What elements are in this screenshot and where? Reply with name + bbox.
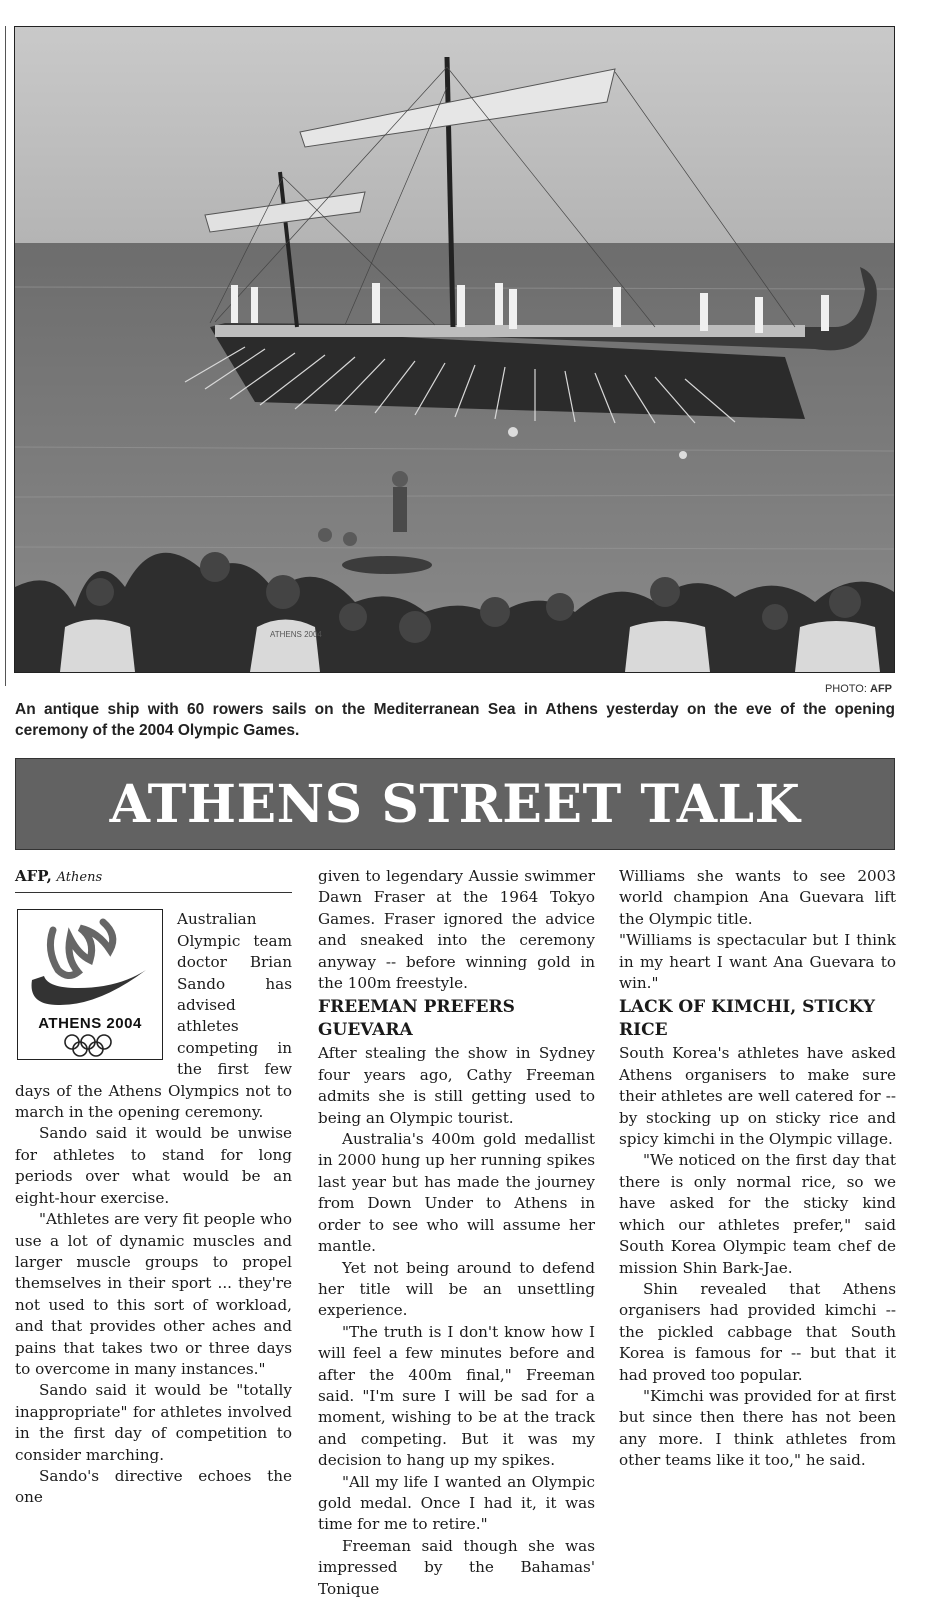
byline-rule: [15, 892, 292, 893]
photo-credit: [825, 683, 892, 695]
column-3: [619, 866, 896, 1472]
col3-paragraph: "Williams is spectacular but I think in my heart I want Ana Guevara to win.": [619, 931, 896, 993]
sky: [15, 27, 894, 245]
byline: [15, 866, 292, 888]
col2-paragraph: given to legendary Aussie swimmer Dawn Fraser at the 1964 Tokyo Games. Fraser ignored the advice and sneaked into the ceremony anyway -- before winning gold in the 100m freestyle.: [318, 867, 595, 993]
col3-paragraph: Shin revealed that Athens organisers had provided kimchi -- the pickled cabbage that South Korea is famous for -- but that it had proved too popular.: [619, 1279, 896, 1384]
col2-paragraph: Australia's 400m gold medallist in 2000 hung up her running spikes last year but has made the journey from Down Under to Athens in order to see who will assume her mantle.: [318, 1130, 595, 1256]
col2-paragraph: Yet not being around to defend her title will be an unsettling experience.: [318, 1258, 595, 1320]
col3-paragraph: "We noticed on the first day that there is only normal rice, so we have asked for the sticky kind which our athletes prefer," said South Korea Olympic team chef de mission Shin Bark-Jae.: [619, 1151, 896, 1277]
logo-text: ATHENS 2004: [38, 1015, 142, 1033]
col1-paragraph: Sando said it would be unwise for athletes to stand for long periods over what would be an eight-hour exercise.: [15, 1124, 292, 1207]
col1-paragraph: Sando's directive echoes the one: [15, 1466, 292, 1507]
credit-source: AFP: [870, 683, 892, 695]
shirt-print-text: ATHENS 2004: [270, 630, 322, 639]
left-margin-rule: [5, 26, 6, 686]
ship-photo: [14, 26, 895, 673]
column-2: [318, 866, 595, 1600]
olive-wreath-icon: [50, 922, 112, 976]
banner-title: ATHENS STREET TALK: [109, 773, 801, 835]
olympic-rings-icon: [65, 1035, 111, 1056]
col2-paragraph: "The truth is I don't know how I will feel a few minutes before and after the 400m final," Freeman said. "I'm sure I will be sad for a moment, wishing to be at the track and competing. But it was my decision to hang up my spikes.: [318, 1322, 595, 1470]
athens-2004-logo: [17, 909, 163, 1060]
subhead-freeman: FREEMAN PREFERS GUEVARA: [318, 997, 515, 1041]
col2-paragraph: After stealing the show in Sydney four years ago, Cathy Freeman admits she is still getting used to being an Olympic tourist.: [318, 1044, 595, 1127]
col3-paragraph: Williams she wants to see 2003 world champion Ana Guevara lift the Olympic title.: [619, 867, 896, 928]
photo-caption: An antique ship with 60 rowers sails on the Mediterranean Sea in Athens yesterday on the eve of the opening ceremony of the 2004 Olympic Games.: [15, 701, 895, 739]
col2-paragraph: "All my life I wanted an Olympic gold medal. Once I had it, it was time for me to retire.": [318, 1472, 595, 1534]
col1-paragraph: "Athletes are very fit people who use a lot of dynamic muscles and larger muscle groups to propel themselves in their sport ... they're not used to this sort of workload, and that provides other aches and pains that takes two or three days to overcome in many instances.": [15, 1210, 292, 1378]
subhead-kimchi: LACK OF KIMCHI, STICKY RICE: [619, 997, 875, 1041]
col1-paragraph: Sando said it would be "totally inappropriate" for athletes involved in the first day of competition to consider marching.: [15, 1381, 292, 1464]
byline-place: Athens: [56, 870, 103, 885]
column-1: [15, 866, 292, 1509]
credit-label: PHOTO:: [824, 683, 867, 695]
col2-paragraph: Freeman said though she was impressed by the Bahamas' Tonique: [318, 1536, 595, 1598]
col3-paragraph: "Kimchi was provided for at first but since then there has not been any more. I think athletes from other teams like it too," he said.: [619, 1386, 896, 1470]
section-banner: [15, 758, 895, 850]
byline-agency: AFP,: [15, 867, 52, 885]
col3-paragraph: South Korea's athletes have asked Athens organisers to make sure their athletes are well catered for -- by stocking up on sticky rice and spicy kimchi in the Olympic village.: [619, 1044, 896, 1149]
col1-paragraph: Australian Olympic team doctor Brian Sando has advised athletes competing in the first few days of the Athens Olympics not to march in the opening ceremony.: [15, 910, 292, 1122]
